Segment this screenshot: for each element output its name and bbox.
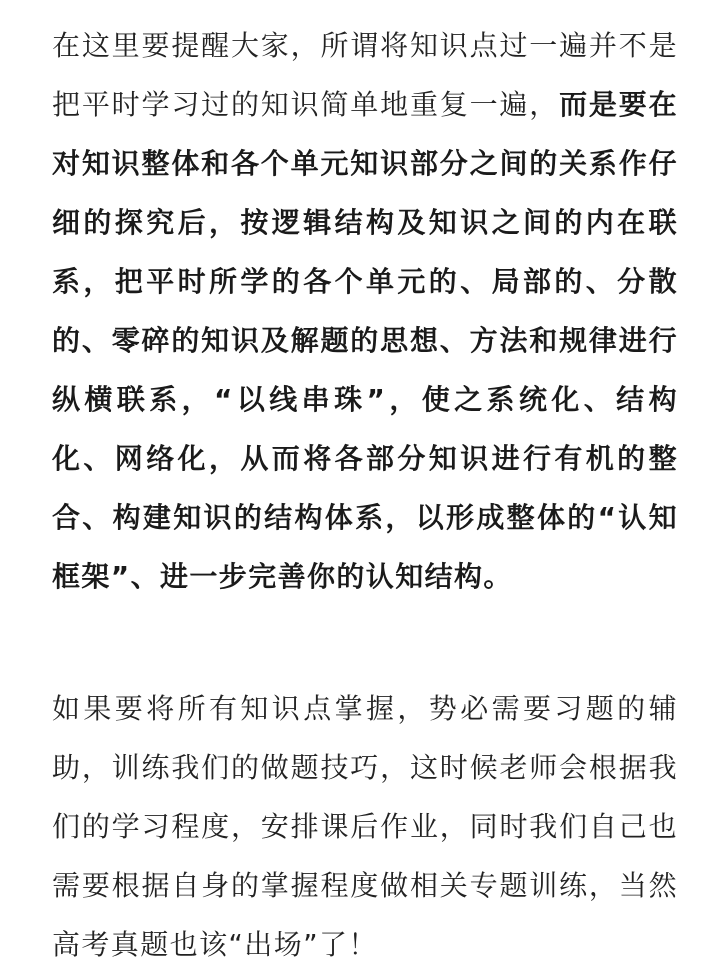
paragraph-practice-exercises bbox=[52, 679, 678, 974]
paragraph-1-bold-text: 而是要在对知识整体和各个单元知识部分之间的关系作仔细的探究后，按逻辑结构及知识之间的内在联系，把平时所学的各个单元的、局部的、分散的、零碎的知识及解题的思想、方法和规律进行纵横联系，“以线串珠”，使之系统化、结构化、网络化，从而将各部分知识进行有机的整合、构建知识的结构体系，以形成整体的“认知框架”、进一步完善你的认知结构。 bbox=[52, 88, 678, 593]
paragraph-1-normal-text: 在这里要提醒大家，所谓将知识点过一遍并不是把平时学习过的知识简单地重复一遍， bbox=[52, 29, 678, 121]
paragraph-2-text: 如果要将所有知识点掌握，势必需要习题的辅助，训练我们的做题技巧，这时候老师会根据我们的学习程度，安排课后作业，同时我们自己也需要根据自身的掌握程度做相关专题训练，当然高考真题也该“出场”了！ bbox=[52, 692, 678, 961]
paragraph-review-method bbox=[52, 16, 678, 606]
